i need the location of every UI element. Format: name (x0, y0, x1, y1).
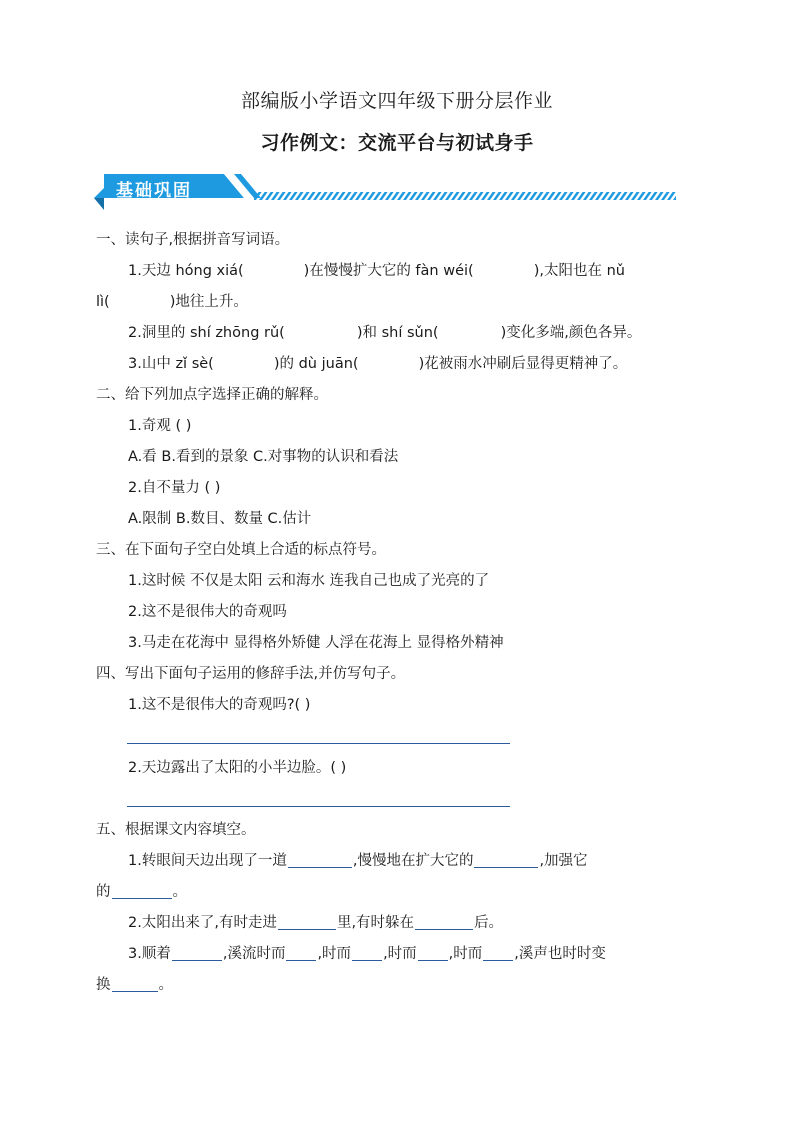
s3-question-1: 1.这时候 不仅是太阳 云和海水 连我自己也成了光亮的了 (128, 573, 490, 589)
fill-blank (172, 944, 222, 961)
fill-blank (112, 975, 158, 992)
s1-question-3: 3.山中 zǐ sè( )的 dù juān( )花被雨水冲刷后显得更精神了。 (128, 356, 628, 372)
s5-question-2: 2.太阳出来了,有时走进 里,有时躲在 后。 (128, 915, 504, 931)
fill-blank (415, 913, 473, 930)
page-subtitle: 习作例文：交流平台与初试身手 (260, 132, 534, 154)
s4-answer-line-2 (127, 806, 510, 807)
fill-blank (286, 944, 316, 961)
page-title: 部编版小学语文四年级下册分层作业 (240, 90, 553, 112)
fill-blank (288, 851, 352, 868)
s2-question-2-options: A.限制 B.数目、数量 C.估计 (128, 511, 312, 527)
s4-question-2: 2.天边露出了太阳的小半边脸。( ) (128, 760, 347, 776)
s5-question-3: 3.顺着 ,溪流时而 ,时而 ,时而 ,时而 ,溪声也时时变 (128, 946, 606, 962)
fill-blank (352, 944, 382, 961)
section-5-heading: 五、根据课文内容填空。 (96, 822, 256, 838)
s1-question-1-cont: lì( )地往上升。 (96, 294, 248, 310)
s2-question-1: 1.奇观 ( ) (128, 418, 192, 434)
s2-question-1-options: A.看 B.看到的景象 C.对事物的认识和看法 (128, 449, 399, 465)
fill-blank (474, 851, 538, 868)
section-1-heading: 一、读句子,根据拼音写词语。 (96, 232, 290, 248)
s3-question-3: 3.马走在花海中 显得格外矫健 人浮在花海上 显得格外精神 (128, 635, 504, 651)
section-2-heading: 二、给下列加点字选择正确的解释。 (96, 387, 328, 403)
fill-blank (112, 882, 172, 899)
s4-answer-line-1 (127, 743, 510, 744)
s2-question-2: 2.自不量力 ( ) (128, 480, 221, 496)
section-3-heading: 三、在下面句子空白处填上合适的标点符号。 (96, 542, 386, 558)
fill-blank (483, 944, 513, 961)
section-4-heading: 四、写出下面句子运用的修辞手法,并仿写句子。 (96, 666, 406, 682)
s5-question-1: 1.转眼间天边出现了一道 ,慢慢地在扩大它的 ,加强它 (128, 853, 588, 869)
s1-question-2: 2.洞里的 shí zhōng rǔ( )和 shí sǔn( )变化多端,颜色各异。 (128, 325, 642, 341)
s1-question-1: 1.天边 hóng xiá( )在慢慢扩大它的 fàn wéi( ),太阳也在 nǔ (128, 263, 625, 279)
fill-blank (278, 913, 336, 930)
banner-label: 基础巩固 (116, 181, 192, 201)
s3-question-2: 2.这不是很伟大的奇观吗 (128, 604, 287, 620)
s5-question-3-cont: 换 。 (96, 977, 173, 993)
fill-blank (418, 944, 448, 961)
s4-question-1: 1.这不是很伟大的奇观吗?( ) (128, 697, 311, 713)
s5-question-1-cont: 的 。 (96, 884, 187, 900)
